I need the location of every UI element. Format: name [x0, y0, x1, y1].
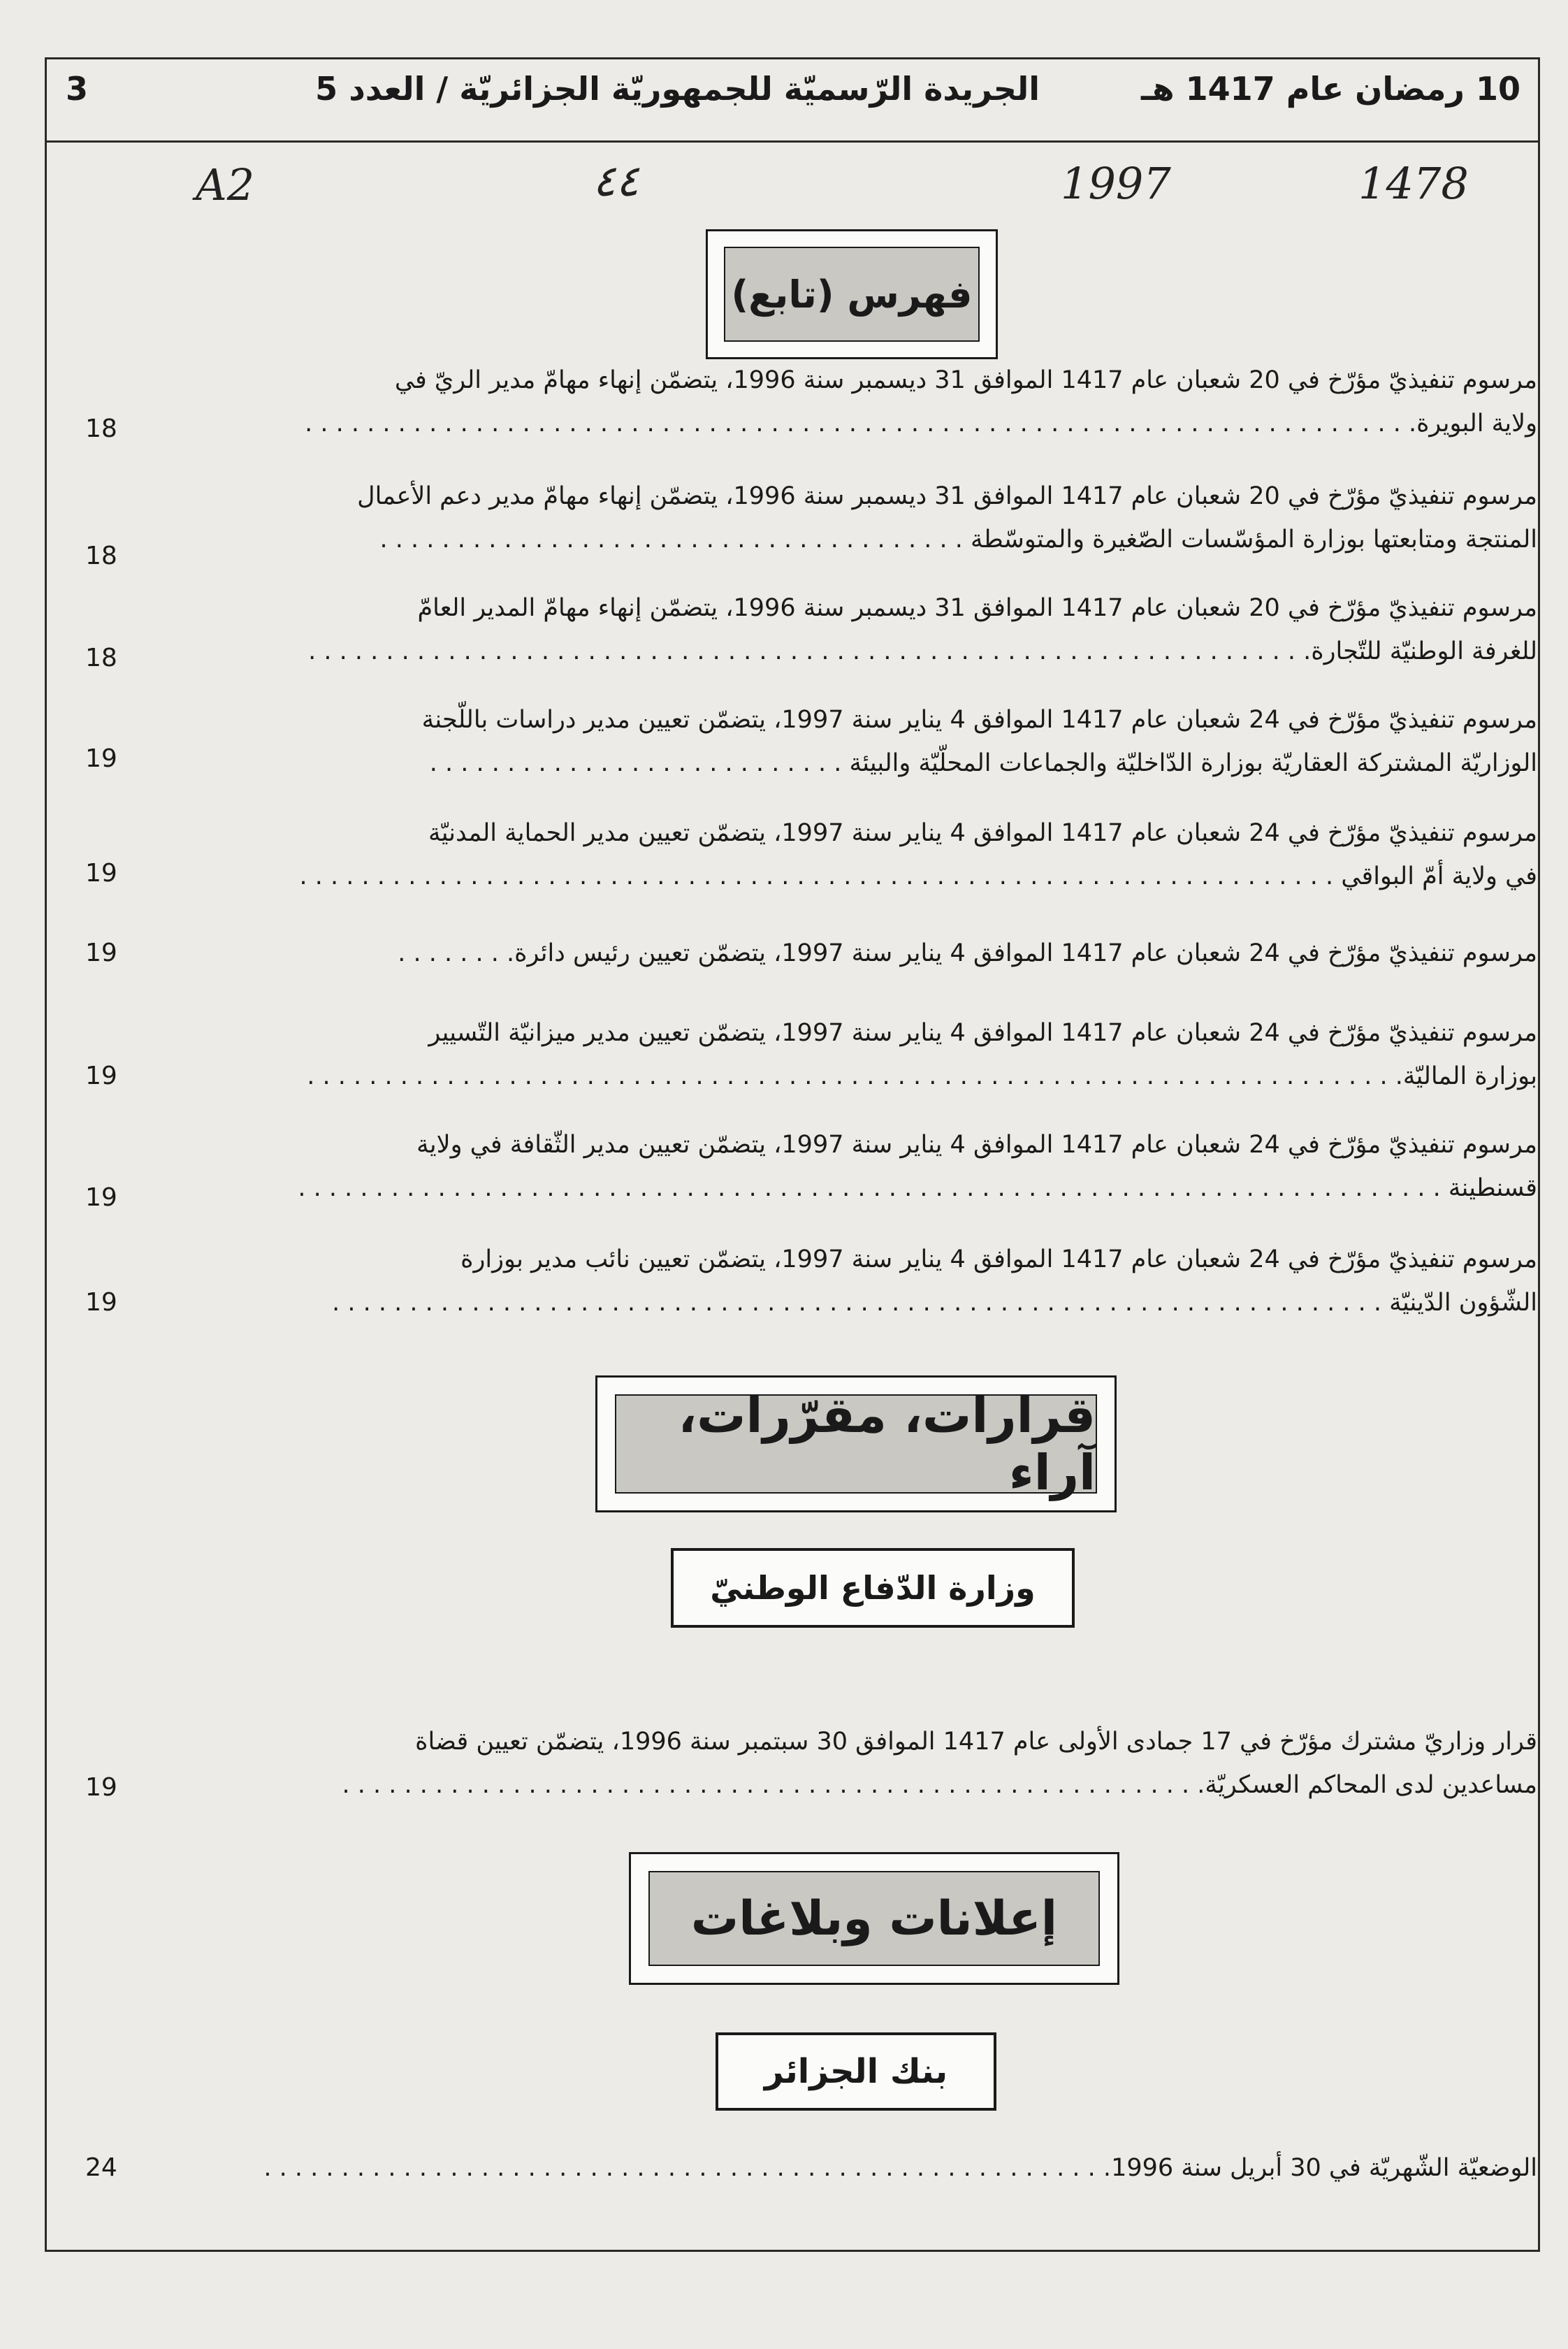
entry-page-number: 18 [85, 644, 117, 672]
entry-line: للغرفة الوطنيّة للتّجارة. . . . . . . . . . . . . . . . . . . . . . . . . . . . . . . . . . . . . . . . . . . . . . . . . . . . . . . . . . . . . . . . . [308, 637, 1537, 665]
entry-line: قسنطينة . . . . . . . . . . . . . . . . . . . . . . . . . . . . . . . . . . . . . . . . . . . . . . . . . . . . . . . . . . . . . . . . . . . . . . . . . . [298, 1174, 1537, 1202]
entry-page-number: 18 [85, 414, 117, 443]
entry-line: مساعدين لدى المحاكم العسكريّة. . . . . . . . . . . . . . . . . . . . . . . . . . . . . . . . . . . . . . . . . . . . . . . . . . . . . . . . [342, 1771, 1537, 1799]
bank-heading: بنك الجزائر [716, 2032, 996, 2111]
entry-page-number: 19 [85, 1183, 117, 1212]
entry-page-number: 19 [85, 1288, 117, 1317]
header-page-number: 3 [66, 70, 89, 108]
entry-page-number: 19 [85, 744, 117, 773]
entry-page-number: 19 [85, 1773, 117, 1802]
page-header [45, 57, 1540, 143]
entry-line: مرسوم تنفيذيّ مؤرّخ في 20 شعبان عام 1417 الموافق 31 ديسمبر سنة 1996، يتضمّن إنهاء مهامّ المدير العامّ [417, 594, 1537, 622]
entry-line: قرار وزاريّ مشترك مؤرّخ في 17 جمادى الأولى عام 1417 الموافق 30 سبتمبر سنة 1996، يتضمّن تعيين قضاة [415, 1728, 1537, 1756]
entry-line: الوضعيّة الشّهريّة في 30 أبريل سنة 1996. . . . . . . . . . . . . . . . . . . . . . . . . . . . . . . . . . . . . . . . . . . . . . . . . . . . . . . [263, 2154, 1537, 2182]
entry-line: مرسوم تنفيذيّ مؤرّخ في 24 شعبان عام 1417 الموافق 4 يناير سنة 1997، يتضمّن تعيين مدير الثّقافة في ولاية [416, 1131, 1537, 1159]
handwritten-a2: A2 [196, 159, 255, 210]
defense-ministry-heading: وزارة الدّفاع الوطنيّ [671, 1548, 1075, 1628]
entry-line: الشّؤون الدّينيّة . . . . . . . . . . . . . . . . . . . . . . . . . . . . . . . . . . . . . . . . . . . . . . . . . . . . . . . . . . . . . . . . . . . . [332, 1289, 1537, 1317]
header-date: 10 رمضان عام 1417 هـ [1141, 70, 1520, 108]
entry-line: مرسوم تنفيذيّ مؤرّخ في 24 شعبان عام 1417 الموافق 4 يناير سنة 1997، يتضمّن تعيين رئيس دائرة. . . . . . . . [398, 939, 1537, 967]
entry-line: مرسوم تنفيذيّ مؤرّخ في 24 شعبان عام 1417 الموافق 4 يناير سنة 1997، يتضمّن تعيين مدير ميزانيّة التّسيير [428, 1019, 1537, 1047]
entry-line: مرسوم تنفيذيّ مؤرّخ في 24 شعبان عام 1417 الموافق 4 يناير سنة 1997، يتضمّن تعيين نائب مدير بوزارة [460, 1245, 1537, 1273]
entry-line: الوزاريّة المشتركة العقاريّة بوزارة الدّاخليّة والجماعات المحلّيّة والبيئة . . . . . . . . . . . . . . . . . . . . . . . . . . . [429, 749, 1537, 777]
entry-line: المنتجة ومتابعتها بوزارة المؤسّسات الصّغيرة والمتوسّطة . . . . . . . . . . . . . . . . . . . . . . . . . . . . . . . . . . . . . . [379, 526, 1537, 554]
entry-page-number: 19 [85, 859, 117, 888]
entry-line: بوزارة الماليّة. . . . . . . . . . . . . . . . . . . . . . . . . . . . . . . . . . . . . . . . . . . . . . . . . . . . . . . . . . . . . . . . . . . . . . . [307, 1062, 1537, 1090]
announcements-heading: إعلانات وبلاغات [648, 1871, 1100, 1966]
handwritten-year: 1997 [1061, 158, 1171, 209]
entry-page-number: 19 [85, 939, 117, 967]
index-heading: فهرس (تابع) [724, 247, 980, 342]
index-heading-box [706, 229, 998, 359]
entry-line: في ولاية أمّ البواقي . . . . . . . . . . . . . . . . . . . . . . . . . . . . . . . . . . . . . . . . . . . . . . . . . . . . . . . . . . . . . . . . . . . [299, 862, 1537, 890]
handwritten-code: 1478 [1358, 158, 1469, 209]
handwritten-number: ٤٤ [593, 155, 639, 206]
entry-page-number: 19 [85, 1062, 117, 1090]
header-title: الجريدة الرّسميّة للجمهوريّة الجزائريّة / العدد 5 [315, 70, 1040, 108]
entry-line: مرسوم تنفيذيّ مؤرّخ في 24 شعبان عام 1417 الموافق 4 يناير سنة 1997، يتضمّن تعيين مدير الحماية المدنيّة [428, 819, 1537, 847]
announcements-heading-box [629, 1852, 1119, 1985]
decisions-heading-box [595, 1375, 1117, 1512]
entry-line: مرسوم تنفيذيّ مؤرّخ في 20 شعبان عام 1417 الموافق 31 ديسمبر سنة 1996، يتضمّن إنهاء مهامّ مدير دعم الأعمال [357, 482, 1537, 510]
entry-line: ولاية البويرة. . . . . . . . . . . . . . . . . . . . . . . . . . . . . . . . . . . . . . . . . . . . . . . . . . . . . . . . . . . . . . . . . . . . . . . . [305, 410, 1537, 438]
entry-line: مرسوم تنفيذيّ مؤرّخ في 24 شعبان عام 1417 الموافق 4 يناير سنة 1997، يتضمّن تعيين مدير دراسات باللّجنة [421, 706, 1537, 734]
entry-page-number: 18 [85, 542, 117, 570]
entry-line: مرسوم تنفيذيّ مؤرّخ في 20 شعبان عام 1417 الموافق 31 ديسمبر سنة 1996، يتضمّن إنهاء مهامّ مدير الريّ في [394, 366, 1537, 394]
entry-page-number: 24 [85, 2153, 117, 2182]
decisions-heading: قرارات، مقرّرات، آراء [615, 1394, 1097, 1494]
